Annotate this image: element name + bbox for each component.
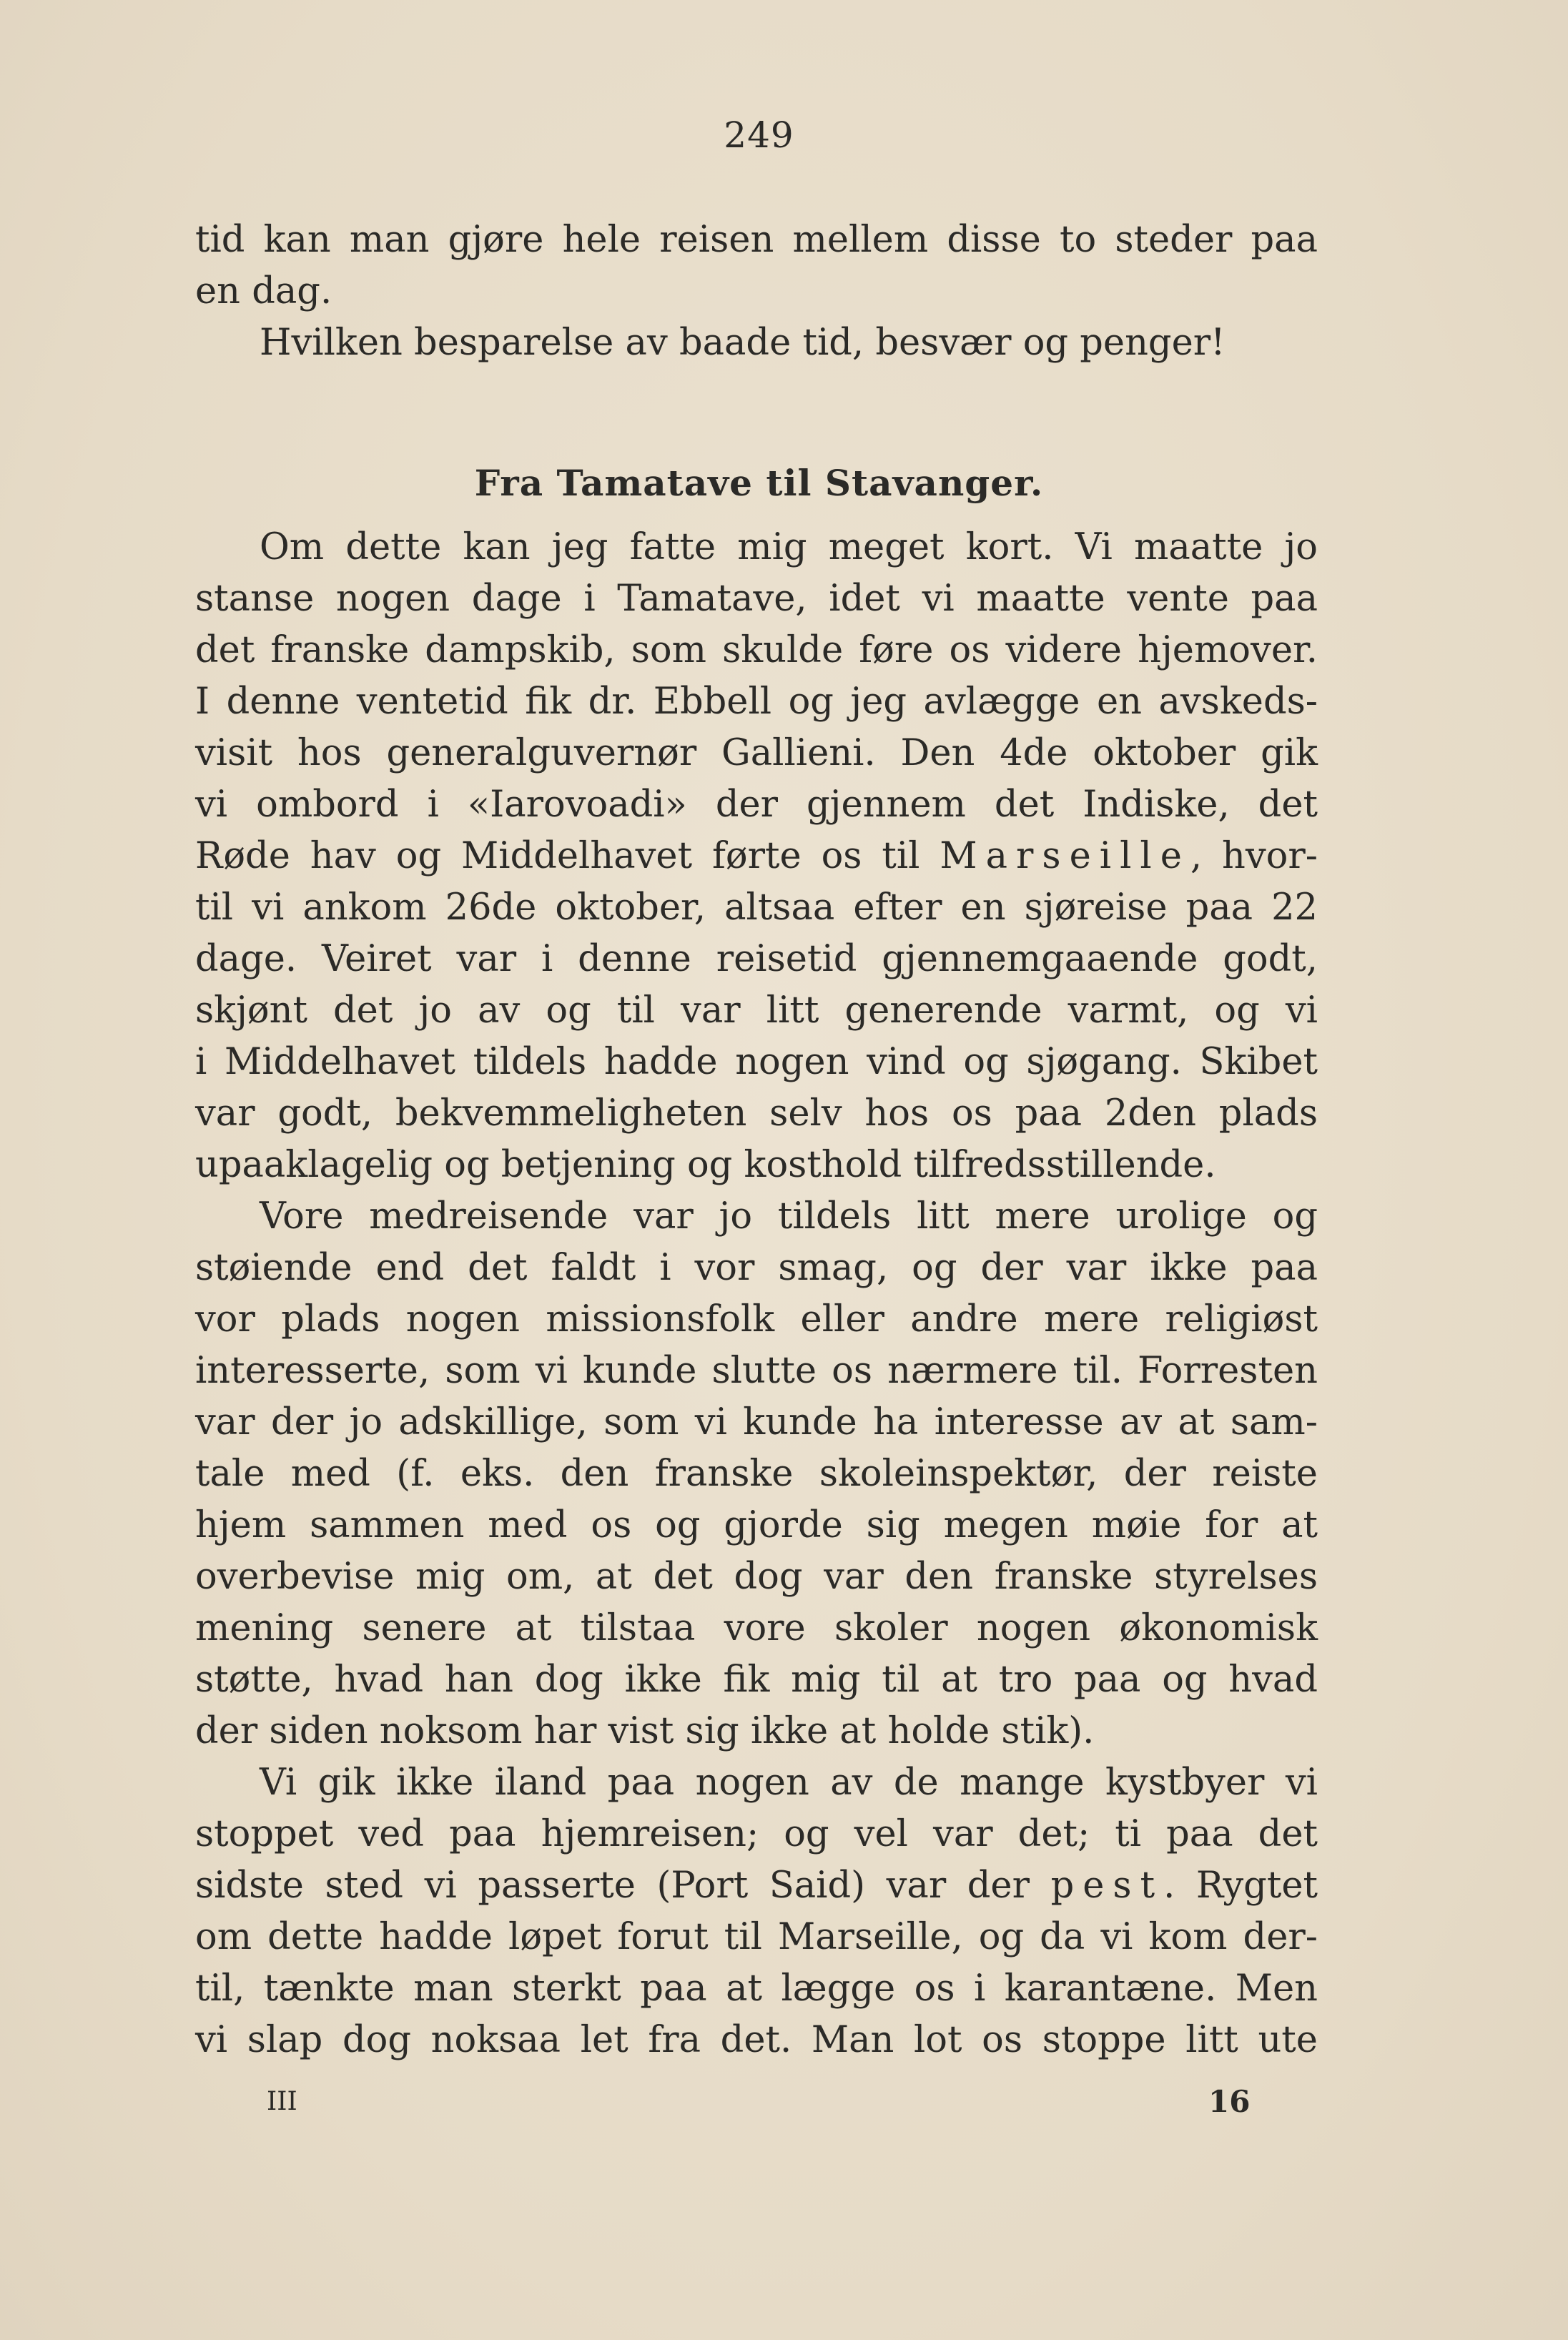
section-heading: Fra Tamatave til Stavanger. [474,462,1044,504]
intro-text [195,214,1318,369]
text-line: støtte, hvad han dog ikke fik mig til at tro paa og hvad [195,1659,1318,1701]
text-line: støiende end det faldt i vor smag, og der var ikke paa [195,1247,1318,1289]
text-line: det franske dampskib, som skulde føre os videre hjemover. [195,629,1318,671]
text-line: stoppet ved paa hjemreisen; og vel var det; ti paa det [195,1813,1318,1855]
text-line: hjem sammen med os og gjorde sig megen møie for at [195,1504,1318,1546]
text-line: visit hos generalguvernør Gallieni. Den 4de oktober gik [195,732,1318,774]
text-line: skjønt det jo av og til var litt generende varmt, og vi [195,989,1318,1032]
text-line: der siden noksom har vist sig ikke at holde stik). [195,1710,1095,1752]
text-line: Hvilken besparelse av baade tid, besvær og penger! [260,322,1226,364]
text-line: tale med (f. eks. den franske skoleinspektør, der reiste [195,1453,1318,1495]
page-number: 249 [724,114,794,156]
text-line: til, tænkte man sterkt paa at lægge os i karantæne. Men [195,1968,1318,2010]
text-line: var godt, bekvemmeligheten selv hos os paa 2den plads [195,1092,1318,1135]
text-fragment: sidste sted vi passerte (Port Said) var der [195,1865,1051,1907]
text-line: mening senere at tilstaa vore skoler nogen økonomisk [195,1607,1318,1649]
text-line: I denne ventetid fik dr. Ebbell og jeg avlægge en avskeds- [195,681,1318,723]
text-line: tid kan man gjøre hele reisen mellem disse to steder paa [195,219,1318,261]
text-line: til vi ankom 26de oktober, altsaa efter en sjøreise paa 22 [195,887,1318,929]
spaced-emphasis: pest [1050,1865,1164,1907]
text-line [195,1860,1318,1912]
signature-mark: III [267,2087,297,2116]
text-line: interesserte, som vi kunde slutte os nærmere til. Forresten [195,1350,1318,1392]
text-line: vor plads nogen missionsfolk eller andre mere religiøst [195,1298,1318,1341]
sheet-number: 16 [1208,2084,1251,2119]
body-text [195,522,1318,2066]
text-line: dage. Veiret var i denne reisetid gjennemgaaende godt, [195,938,1318,980]
text-line: Vi gik ikke iland paa nogen av de mange kystbyer vi [260,1762,1318,1804]
text-line: upaaklagelig og betjening og kosthold tilfredsstillende. [195,1144,1216,1186]
text-line: om dette hadde løpet forut til Marseille, og da vi kom der- [195,1916,1318,1958]
text-line: Om dette kan jeg fatte mig meget kort. Vi maatte jo [260,526,1318,568]
text-line: vi ombord i «Iarovoadi» der gjennem det Indiske, det [195,784,1318,826]
text-fragment: . Rygtet [1163,1865,1318,1907]
text-line: stanse nogen dage i Tamatave, idet vi maatte vente paa [195,578,1318,620]
text-line: overbevise mig om, at det dog var den franske styrelses [195,1556,1318,1598]
text-line [195,831,1318,882]
text-line: i Middelhavet tildels hadde nogen vind og sjøgang. Skibet [195,1041,1318,1083]
text-line: en dag. [195,270,332,312]
text-fragment: , hvor- [1190,835,1318,877]
spaced-emphasis: Marseille [940,835,1190,877]
text-line: Vore medreisende var jo tildels litt mere urolige og [260,1195,1318,1238]
text-line: var der jo adskillige, som vi kunde ha interesse av at sam- [195,1401,1318,1443]
text-fragment: Røde hav og Middelhavet førte os til [195,835,940,877]
text-line: vi slap dog noksaa let fra det. Man lot os stoppe litt ute [195,2019,1318,2061]
